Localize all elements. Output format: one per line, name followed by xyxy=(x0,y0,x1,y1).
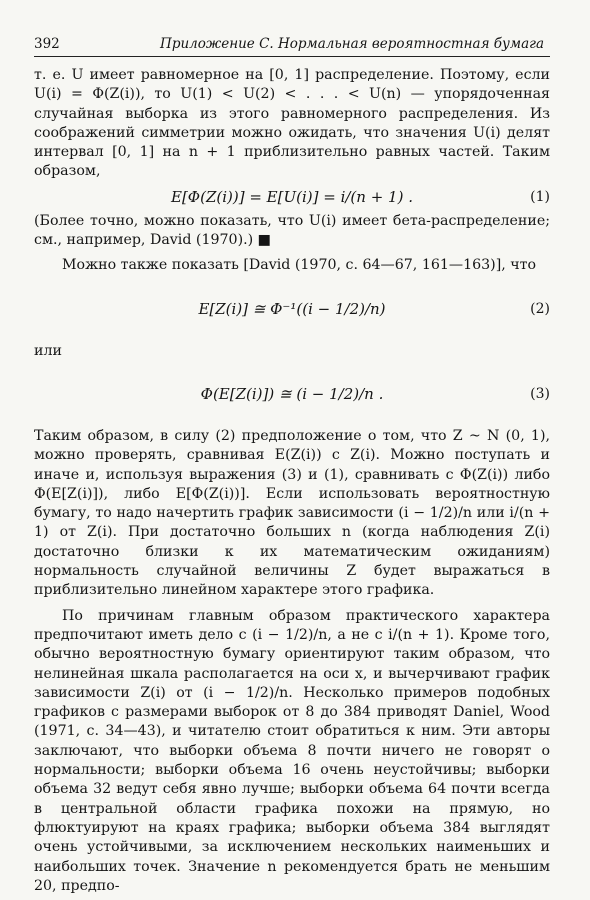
paragraph: Таким образом, в силу (2) предположение о том, что Z ~ N (0, 1), можно проверять, сравнивая E(Z(i)) с Z(i). Можно поступать и иначе и, используя выражения (3) и (1), сравнивать с Φ(Z(i)) либо Φ(E[Z(i)]), либо E[Φ(Z(i))]. Если использовать вероятностную бумагу, то надо начертить график зависимости (i − 1/2)/n или i/(n + 1) от Z(i). При достаточно больших n (когда наблюдения Z(i) достаточно близки к их математическим ожиданиям) нормальность случайной величины Z будет выражаться в приблизительно линейном характере этого графика. xyxy=(34,427,550,599)
paragraph: Можно также показать [David (1970, с. 64—67, 161—163)], что xyxy=(62,257,537,274)
equation-body: E[Z(i)] ≅ Φ⁻¹((i − 1/2)/n) xyxy=(198,299,386,318)
equation-3 xyxy=(34,361,550,427)
equation-body: Φ(E[Z(i)]) ≅ (i − 1/2)/n . xyxy=(200,384,384,403)
equation-2 xyxy=(34,276,550,342)
equation-number: (1) xyxy=(530,188,550,205)
equation-body: E[Φ(Z(i))] = E[U(i)] = i/(n + 1) . xyxy=(171,187,413,206)
running-header xyxy=(34,36,550,57)
paragraph: (Более точно, можно показать, что U(i) имеет бета-распределение; см., например, David (1970).) ■ xyxy=(34,212,550,249)
paragraph: т. е. U имеет равномерное на [0, 1] распределение. Поэтому, если U(i) = Φ(Z(i)), то U(1) < U(2) < . . . < U(n) — упорядоченная случайная выборка из этого равномерного распределения. Из соображений симметрии можно ожидать, что значения U(i) делят интервал [0, 1] на n + 1 приблизительно равных частей. Таким образом, xyxy=(34,67,550,180)
running-title: Приложение С. Нормальная вероятностная бумага xyxy=(160,36,544,52)
paragraph: или xyxy=(34,342,62,359)
equation-number: (2) xyxy=(530,300,550,317)
paragraph: По причинам главным образом практического характера предпочитают иметь дело с (i − 1/2)/n, а не с i/(n + 1). Кроме того, обычно вероятностную бумагу ориентируют таким образом, что нелинейная шкала располагается на оси x, и вычерчивают график зависимости Z(i) от (i − 1/2)/n. Несколько примеров подобных графиков с размерами выборок от 8 до 384 приводят Daniel, Wood (1971, с. 34—43), и читателю стоит обратиться к ним. Эти авторы заключают, что выборки объема 8 почти ничего не говорят о нормальности; выборки объема 16 очень неустойчивы; выборки объема 32 ведут себя явно лучше; выборки объема 64 почти всегда в центральной области графика похожи на прямую, но флюктуируют на краях графика; выборки объема 384 выглядят очень устойчивыми, за исключением нескольких наименьших и наибольших точек. Значение n рекомендуется брать не меньшим 20, предпо- xyxy=(34,607,550,894)
equation-1 xyxy=(34,182,550,212)
page-number: 392 xyxy=(34,36,60,52)
equation-number: (3) xyxy=(530,385,550,402)
body-text xyxy=(34,66,550,896)
